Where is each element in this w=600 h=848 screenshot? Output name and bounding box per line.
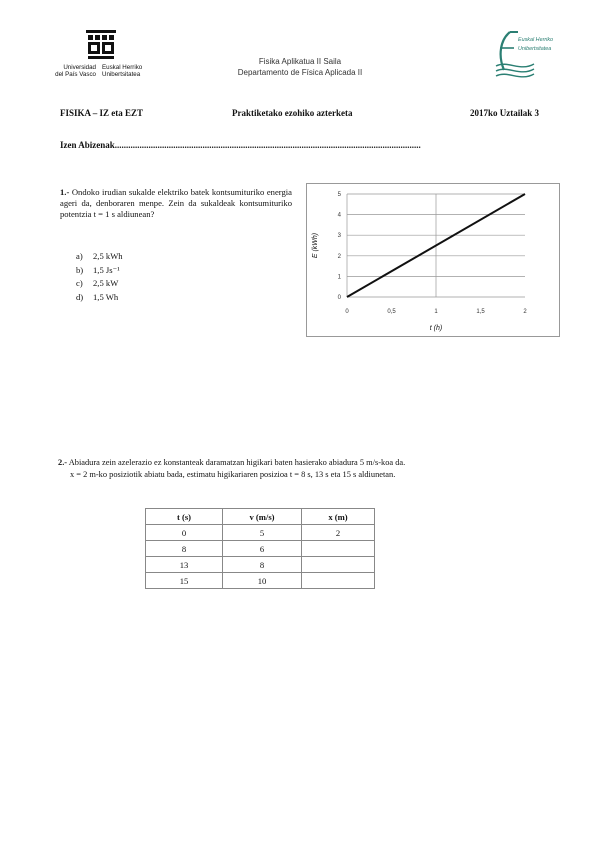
y-tick-label: 1	[337, 274, 341, 281]
cell-position[interactable]	[302, 541, 375, 557]
question-1-body: Ondoko irudian sukalde elektriko batek kontsumituriko energia ageri da, denboraren menpe. Zein da sukaldeak kontsumituriko potentzia t = 1 s aldiunean?	[60, 187, 292, 219]
x-axis-label: t (h)	[429, 325, 443, 332]
cell-position[interactable]: 2	[302, 525, 375, 541]
table-header-row	[146, 509, 375, 525]
exam-date: 2017ko Uztailak 3	[470, 108, 540, 118]
cell-time: 15	[146, 573, 223, 589]
question-2-number: 2.-	[58, 458, 68, 467]
question-2-text	[58, 457, 548, 481]
option-label: d)	[76, 291, 84, 302]
cell-velocity: 6	[223, 541, 302, 557]
university-name-eu-2: Unibertsitatea	[102, 71, 141, 78]
energy-time-chart	[306, 183, 560, 337]
exam-type: Praktiketako ezohiko azterketa	[232, 108, 353, 118]
x-tick-label: 1,5	[476, 309, 485, 315]
cell-velocity: 8	[223, 557, 302, 573]
header-time: t (s)	[146, 509, 223, 525]
course-name: FISIKA – IZ eta EZT	[60, 108, 144, 118]
department-name-eu: Fisika Aplikatua II Saila	[258, 57, 342, 66]
y-tick-label: 4	[337, 212, 341, 219]
header-velocity: v (m/s)	[223, 509, 302, 525]
y-tick-label: 5	[337, 192, 341, 198]
university-logo	[44, 26, 154, 82]
option-text: 2,5 kWh	[93, 251, 123, 261]
y-axis-label: E (kWh)	[312, 232, 319, 259]
upv-ehu-emblem-icon	[44, 26, 154, 62]
cell-time: 0	[146, 525, 223, 541]
x-tick-label: 0	[345, 309, 349, 315]
university-name-es-2: del País Vasco	[55, 71, 96, 78]
option-c[interactable]	[76, 277, 123, 291]
option-text: 1,5 Js⁻¹	[93, 264, 120, 275]
faculty-logo-text-1: Euskal Herriko	[518, 37, 554, 43]
x-tick-label: 2	[523, 309, 527, 315]
university-name-es-1: Universidad	[63, 64, 96, 71]
table-row	[146, 573, 375, 589]
question-2-line-2: x = 2 m-ko posiziotik abiatu bada, estimatu higikariaren posizioa t = 8 s, 13 s eta 15 s aldiunetan.	[70, 470, 396, 479]
student-name-field[interactable]	[60, 140, 421, 150]
table-row	[146, 557, 375, 573]
university-name-eu-1: Euskal Herriko	[102, 64, 143, 71]
student-name-dots: ........................................................................................................................................	[114, 140, 421, 150]
option-label: c)	[76, 278, 83, 288]
option-text: 2,5 kW	[93, 278, 119, 288]
x-tick-label: 0,5	[387, 309, 396, 315]
department-name-es: Departamento de Física Aplicada II	[237, 68, 363, 77]
y-tick-label: 2	[337, 253, 341, 260]
question-1-number: 1.-	[60, 187, 70, 197]
option-text: 1,5 Wh	[93, 291, 119, 302]
option-b[interactable]	[76, 264, 123, 278]
option-d[interactable]	[76, 291, 123, 305]
cell-time: 8	[146, 541, 223, 557]
student-name-label: Izen Abizenak	[60, 140, 115, 150]
y-tick-label: 0	[337, 295, 341, 301]
faculty-logo-icon	[490, 26, 574, 82]
faculty-logo	[490, 26, 574, 82]
table-row	[146, 525, 375, 541]
header-position: x (m)	[302, 509, 375, 525]
cell-time: 13	[146, 557, 223, 573]
option-a[interactable]	[76, 250, 123, 264]
chart-canvas	[307, 184, 559, 336]
motion-data-table	[145, 508, 375, 589]
option-label: b)	[76, 264, 84, 275]
question-1-text	[60, 187, 292, 220]
question-2-line-1: Abiadura zein azelerazio ez konstanteak daramatzan higikari baten hasierako abiadura 5 m/s-koa da.	[68, 458, 406, 467]
department-header	[200, 56, 400, 78]
question-1-options	[76, 250, 123, 304]
y-tick-label: 3	[337, 233, 341, 240]
faculty-logo-text-2: Unibertsitatea	[518, 46, 552, 52]
cell-position[interactable]	[302, 573, 375, 589]
option-label: a)	[76, 251, 83, 261]
x-tick-label: 1	[434, 309, 438, 315]
cell-velocity: 5	[223, 525, 302, 541]
cell-position[interactable]	[302, 557, 375, 573]
cell-velocity: 10	[223, 573, 302, 589]
table-row	[146, 541, 375, 557]
